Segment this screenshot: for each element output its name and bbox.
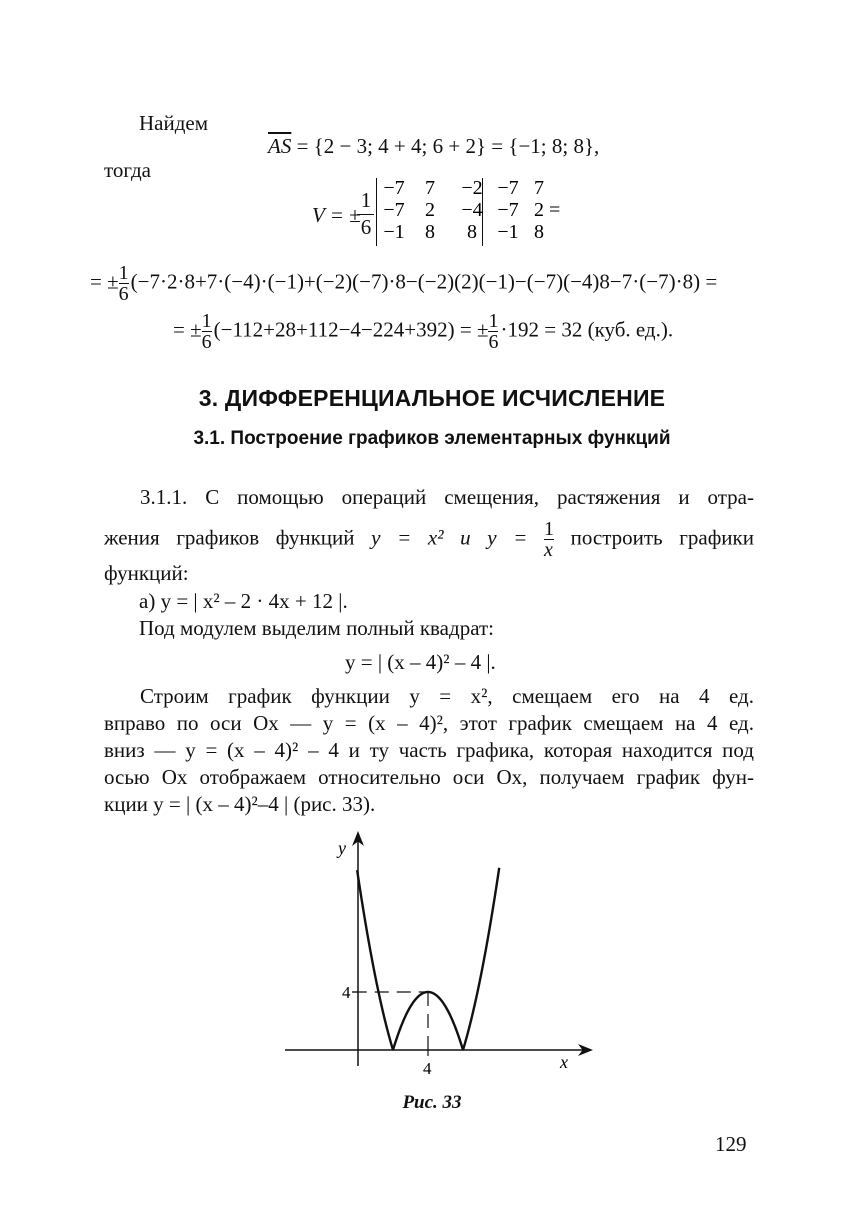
expansion-end-2: ·192 = 32 (куб. ед.). — [500, 317, 674, 342]
expansion-frac-1 — [119, 263, 129, 304]
det-cell: −1 — [497, 221, 519, 243]
completed-square-formula: y = | (x – 4)² – 4 |. — [345, 650, 496, 674]
det-cell: −7 — [383, 199, 405, 221]
det-lhs — [312, 202, 361, 228]
det-cell: 2 = — [534, 199, 561, 221]
det-cell: 8 — [534, 221, 544, 243]
vector-label: $\overline{AS}$ — [268, 134, 292, 158]
sub-text: Под модулем выделим полный квадрат: — [139, 616, 494, 640]
expansion-body-1: (−7·2·8+7·(−4)·(−1)+(−2)(−7)·8−(−2)(2)(−1)−(−7)(−4)8−7·(−7)·8) = — [130, 269, 718, 294]
x-tick-label: 4 — [423, 1059, 432, 1078]
frac-den: 6 — [201, 331, 212, 353]
problem-line-2 — [104, 519, 754, 560]
page-number: 129 — [715, 1132, 747, 1156]
det-cell: −7 — [497, 199, 519, 221]
det-frac-num: 1 — [360, 188, 372, 212]
problem-line-2c: построить графики — [554, 525, 754, 550]
problem-paragraph — [104, 484, 754, 587]
explanation-line-2: вправо по оси Ox — y = (x – 4)², этот график смещаем на 4 ед. — [104, 711, 754, 735]
expansion-prefix-2: = ± — [173, 317, 202, 342]
problem-line-2a: жения графиков функций — [104, 525, 372, 550]
subsection-title: 3.1. Построение графиков элементарных функций — [193, 428, 671, 449]
det-cell: 8 — [467, 221, 477, 243]
frac-num: 1 — [201, 310, 212, 332]
then-word: тогда — [104, 158, 151, 182]
frac-num: 1 — [544, 518, 554, 540]
problem-line-3: функций: — [104, 561, 189, 585]
det-cell: 7 — [534, 177, 544, 199]
item-a: а) y = | x² – 2 · 4x + 12 |. — [139, 589, 348, 613]
det-cell: −2 — [461, 177, 483, 199]
vector-equation — [268, 133, 599, 159]
figure-caption: Рис. 33 — [402, 1092, 462, 1113]
expansion-frac-2 — [202, 311, 212, 352]
expansion-mid-2: (−112+28+112−4−224+392) = ± — [213, 317, 489, 342]
y-axis-label: y — [338, 838, 346, 858]
det-cell: −7 — [497, 177, 519, 199]
det-cell: 7 — [425, 177, 435, 199]
explanation-line-4: осью Ox отображаем относительно оси Ox, получаем график фун- — [104, 765, 754, 789]
det-cell: −7 — [383, 177, 405, 199]
det-cell: 2 — [425, 199, 435, 221]
det-lhs-text: V = ± — [312, 203, 361, 227]
frac-den: 6 — [488, 331, 499, 353]
y-tick-label: 4 — [342, 983, 351, 1002]
frac-num: 1 — [488, 310, 499, 332]
find-word: Найдем — [139, 111, 209, 135]
det-frac-den: 6 — [360, 215, 372, 239]
vector-expression: = {2 − 3; 4 + 4; 6 + 2} = {−1; 8; 8}, — [291, 134, 600, 158]
expansion-line-2 — [173, 311, 673, 352]
expansion-frac-3 — [488, 311, 498, 352]
expansion-prefix-1: = ± — [90, 269, 119, 294]
frac-den: 6 — [118, 283, 129, 305]
expansion-line-1 — [90, 263, 717, 304]
section-title: 3. ДИФФЕРЕНЦИАЛЬНОЕ ИСЧИСЛЕНИЕ — [198, 385, 666, 411]
det-left-bar — [376, 178, 377, 246]
function-graph — [270, 822, 610, 1084]
problem-line-2b: y = x² и y = — [371, 525, 544, 550]
x-axis-label: x — [560, 1052, 568, 1072]
explanation-line-1: Строим график функции y = x², смещаем его на 4 ед. — [140, 684, 754, 708]
det-cell: −1 — [383, 221, 405, 243]
problem-line-1: 3.1.1. С помощью операций смещения, растяжения и отра- — [140, 485, 754, 509]
det-cell: 8 — [425, 221, 435, 243]
explanation-paragraph — [104, 683, 754, 818]
det-cell: −4 — [461, 199, 483, 221]
explanation-line-5: кции y = | (x – 4)²–4 | (рис. 33). — [104, 792, 376, 816]
one-over-x-frac — [544, 519, 554, 560]
frac-num: 1 — [118, 262, 129, 284]
explanation-line-3: вниз — y = (x – 4)² – 4 и ту часть графика, которая находится под — [104, 738, 754, 762]
frac-den: x — [544, 539, 553, 561]
determinant-matrix — [380, 172, 580, 250]
